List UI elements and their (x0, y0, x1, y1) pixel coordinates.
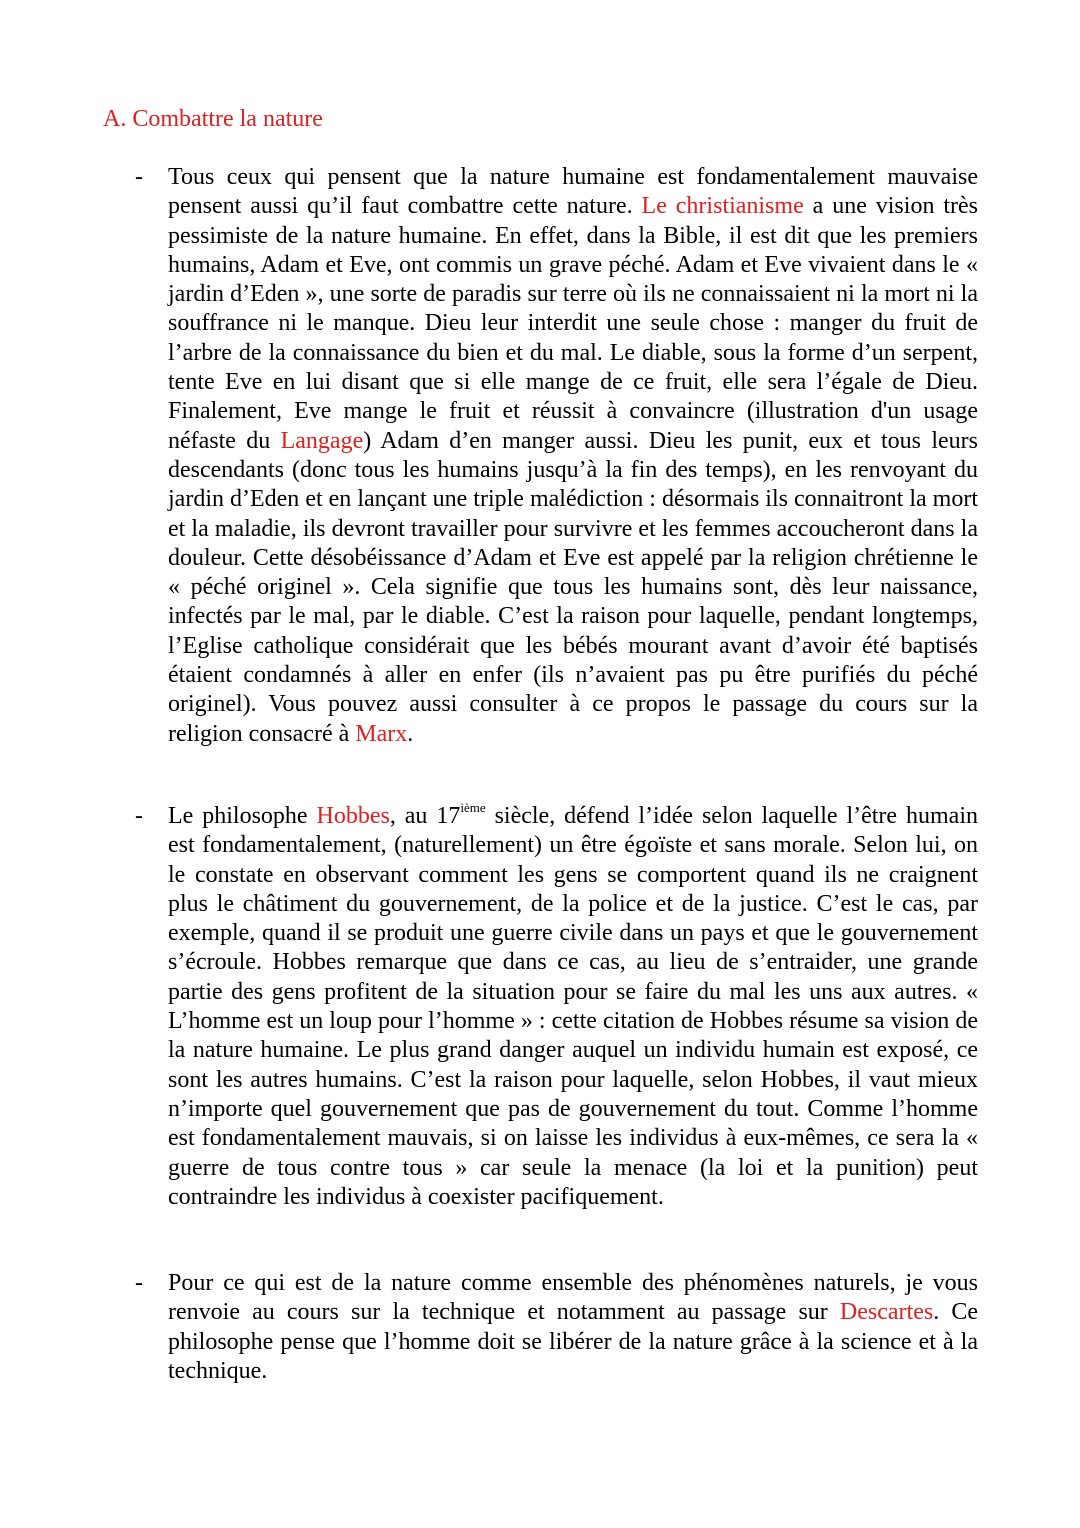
text-run: Tous ceux qui pensent que la nature humaine est fondamentalement mauvaise pensent aussi qu’il faut combattre cette nature. (168, 164, 978, 220)
bullet-christianisme (135, 163, 980, 749)
text-run: . Ce philosophe pense que l’homme doit se libérer de la nature grâce à la science et à la technique. (168, 1299, 978, 1384)
highlighted-term: Hobbes (316, 803, 390, 829)
highlighted-term: Marx (355, 720, 408, 747)
text-run: . (407, 720, 414, 747)
text-run: Pour ce qui est de la nature comme ensemble des phénomènes naturels, je vous renvoie au cours sur la technique et notamment au passage sur (168, 1270, 978, 1326)
text-run: , au 17 (389, 803, 461, 829)
bullet-paragraph (168, 802, 978, 1212)
text-run: siècle, défend l’idée selon laquelle l’être humain est fondamentalement, (naturellement) un être égoïste et sans morale. Selon lui, on le constate en observant comment les gens se comportent quand ils ne craignent plus le châtiment du gouvernement, de la police et de la justice. C’est le cas, par exemple, quand il se produit une guerre civile dans un pays et que le gouvernement s’écroule. Hobbes remarque que dans ce cas, au lieu de s’entraider, une grande partie des gens profitent de la situation pour se faire du mal les uns aux autres. « L’homme est un loup pour l’homme » : cette citation de Hobbes résume sa vision de la nature humaine. Le plus grand danger auquel un individu humain est exposé, ce sont les autres humains. C’est la raison pour laquelle, selon Hobbes, il vaut mieux n’importe quel gouvernement que pas de gouvernement du tout. Comme l’homme est fondamentalement mauvais, si on laisse les individus à eux-mêmes, ce sera la « guerre de tous contre tous » car seule la menace (la loi et la punition) peut contraindre les individus à coexister pacifiquement. (168, 803, 978, 1210)
text-run: ) Adam d’en manger aussi. Dieu les punit, eux et tous leurs descendants (donc tous les humains jusqu’à la fin des temps), en les renvoyant du jardin d’Eden et en lançant une triple malédiction : désormais ils connaitront la mort et la maladie, ils devront travailler pour survivre et les femmes accoucheront dans la douleur. Cette désobéissance d’Adam et Eve est appelé par la religion chrétienne le « péché originel ». Cela signifie que tous les humains sont, dès leur naissance, infectés par le mal, par le diable. C’est la raison pour laquelle, pendant longtemps, l’Eglise catholique considérait que les bébés mourant avant d’avoir été baptisés étaient condamnés à aller en enfer (ils n’avaient pas pu être purifiés du péché originel). Vous pouvez aussi consulter à ce propos le passage du cours sur la religion consacré à (168, 427, 978, 747)
section-heading: A. Combattre la nature (103, 106, 323, 132)
bullet-hobbes (135, 802, 980, 1212)
text-run: a une vision très pessimiste de la nature humaine. En effet, dans la Bible, il est dit que les premiers humains, Adam et Eve, ont commis un grave péché. Adam et Eve vivaient dans le « jardin d’Eden », une sorte de paradis sur terre où ils ne connaissaient ni la mort ni la souffrance ni le manque. Dieu leur interdit une seule chose : manger du fruit de l’arbre de la connaissance du bien et du mal. Le diable, sous la forme d’un serpent, tente Eve en lui disant que si elle mange de ce fruit, elle sera l’égale de Dieu. Finalement, Eve mange le fruit et réussit à convaincre (illustration d'un usage néfaste du (168, 193, 979, 454)
bullet-dash: - (135, 164, 143, 190)
text-run: Le philosophe (168, 803, 317, 829)
bullet-paragraph (168, 163, 978, 749)
highlighted-term: Descartes (839, 1299, 934, 1326)
bullet-paragraph (168, 1269, 978, 1386)
bullet-descartes (135, 1269, 980, 1386)
highlighted-term: Le christianisme (641, 193, 804, 220)
bullet-dash: - (135, 803, 143, 829)
bullet-dash: - (135, 1270, 143, 1296)
highlighted-term: Langage (280, 427, 364, 454)
superscript: ième (460, 800, 486, 815)
